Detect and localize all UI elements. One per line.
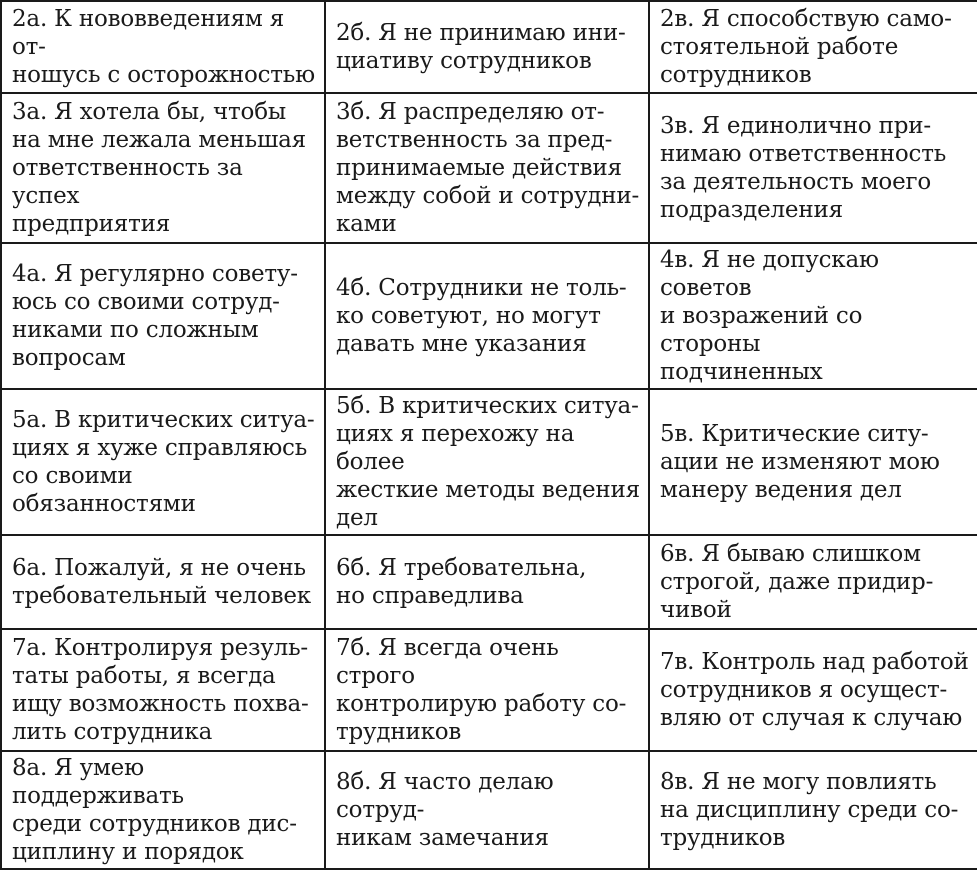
statement-cell-8b: 8б. Я часто делаю сотруд- никам замечания: [325, 751, 649, 869]
table-row: [1, 751, 977, 869]
statement-cell-7b: 7б. Я всегда очень строго контролирую работу со- трудников: [325, 629, 649, 751]
statement-cell-6v: 6в. Я бываю слишком строгой, даже придир- чивой: [649, 535, 977, 629]
statement-cell-5b: 5б. В критических ситуа- циях я перехожу на более жесткие методы ведения дел: [325, 389, 649, 535]
statement-cell-2v: 2в. Я способствую само- стоятельной работе сотрудников: [649, 1, 977, 93]
table-row: [1, 93, 977, 243]
statement-cell-3v: 3в. Я единолично при- нимаю ответственность за деятельность моего подразделения: [649, 93, 977, 243]
statement-cell-5v: 5в. Критические ситу- ации не изменяют мою манеру ведения дел: [649, 389, 977, 535]
statement-cell-4v: 4в. Я не допускаю советов и возражений со стороны подчиненных: [649, 243, 977, 389]
table-row: [1, 535, 977, 629]
statement-cell-4a: 4а. Я регулярно совету- юсь со своими сотруд- никами по сложным вопросам: [1, 243, 325, 389]
statement-cell-2a: 2а. К нововведениям я от- ношусь с осторожностью: [1, 1, 325, 93]
table-row: [1, 389, 977, 535]
statement-cell-6b: 6б. Я требовательна, но справедлива: [325, 535, 649, 629]
statement-cell-5a: 5а. В критических ситуа- циях я хуже справляюсь со своими обязанностями: [1, 389, 325, 535]
statement-cell-4b: 4б. Сотрудники не толь- ко советуют, но могут давать мне указания: [325, 243, 649, 389]
statement-cell-6a: 6а. Пожалуй, я не очень требовательный человек: [1, 535, 325, 629]
statement-cell-3b: 3б. Я распределяю от- ветственность за пред- принимаемые действия между собой и сотрудни- ками: [325, 93, 649, 243]
statement-cell-8v: 8в. Я не могу повлиять на дисциплину среди со- трудников: [649, 751, 977, 869]
statement-cell-8a: 8а. Я умею поддерживать среди сотрудников дис- циплину и порядок: [1, 751, 325, 869]
statement-cell-2b: 2б. Я не принимаю ини- циативу сотрудников: [325, 1, 649, 93]
statement-cell-3a: 3а. Я хотела бы, чтобы на мне лежала меньшая ответственность за успех предприятия: [1, 93, 325, 243]
table-row: [1, 629, 977, 751]
statement-cell-7a: 7а. Контролируя резуль- таты работы, я всегда ищу возможность похва- лить сотрудника: [1, 629, 325, 751]
statement-cell-7v: 7в. Контроль над работой сотрудников я осущест- вляю от случая к случаю: [649, 629, 977, 751]
table-row: [1, 1, 977, 93]
table-row: [1, 243, 977, 389]
